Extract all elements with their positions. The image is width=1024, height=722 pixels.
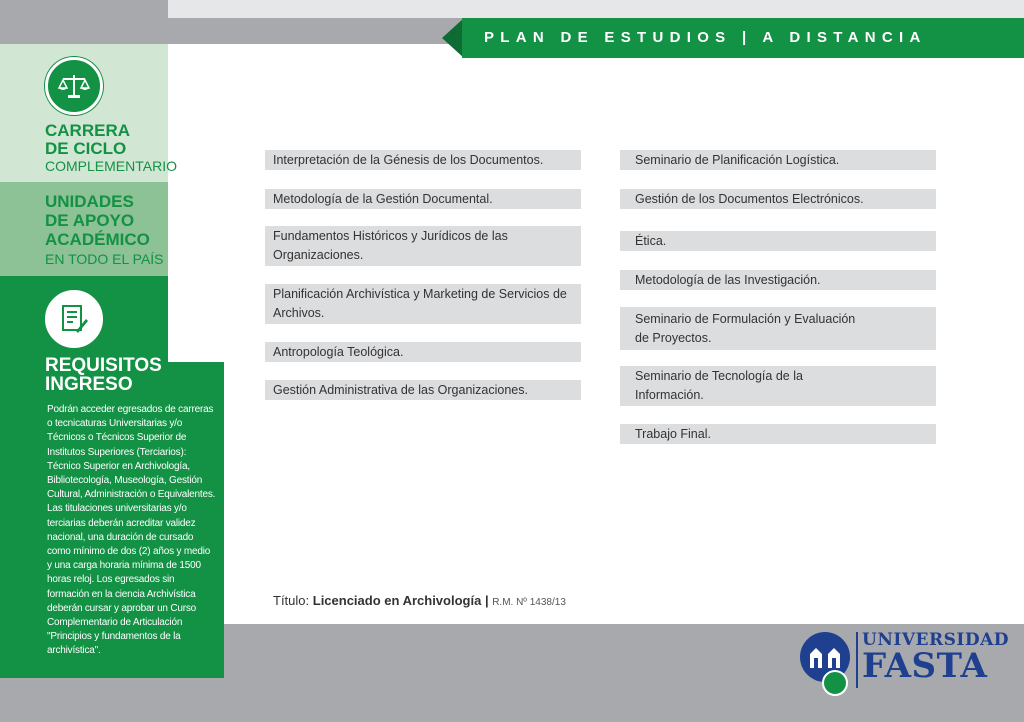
subject-item: Seminario de Tecnología de la Información.: [620, 366, 936, 406]
scales-icon: [45, 57, 103, 115]
degree-resolution: R.M. Nº 1438/13: [492, 597, 566, 608]
subject-item: Gestión Administrativa de las Organizaciones.: [265, 380, 581, 400]
subject-item: Interpretación de la Génesis de los Documentos.: [265, 150, 581, 170]
subject-item: Ética.: [620, 231, 936, 251]
degree-title-label: Título:: [273, 593, 310, 608]
carrera-line1: CARRERA: [45, 121, 130, 140]
top-light-strip: [168, 0, 1024, 18]
degree-title-separator: |: [484, 593, 489, 608]
small-scales-icon: [822, 670, 848, 696]
carrera-line3: COMPLEMENTARIO: [45, 158, 177, 174]
subject-item: Seminario de Planificación Logística.: [620, 150, 936, 170]
unidades-line4: EN TODO EL PAÍS: [45, 251, 164, 267]
requisitos-text: Podrán acceder egresados de carreras o tecnicaturas Universitarias y/o Técnicos o Técnicos Superior de Institutos Superiores (Terciarios): Técnico Superior en Archivología, Bibliotecología, Museología, Gestión Cultural, Administración o Equivalentes. Las titulaciones universitarias y/o terciarias deberán acreditar validez nacional, una duración de cursado como mínimo de dos (2) años y medio y una carga horaria mínima de 1500 horas reloj. Los egresados sin formación en la ciencia Archivística deberán cursar y aprobar un Curso Complementario de Articulación "Principios y fundamentos de la archivística".: [47, 404, 216, 657]
logo-divider: [856, 632, 858, 688]
unidades-line3: ACADÉMICO: [45, 230, 150, 249]
page-title: PLAN DE ESTUDIOS | A DISTANCIA: [484, 29, 927, 46]
degree-title: [273, 593, 566, 608]
subject-item: Gestión de los Documentos Electrónicos.: [620, 189, 936, 209]
unidades-line1: UNIDADES: [45, 192, 134, 211]
logo-text-universidad: UNIVERSIDAD: [862, 630, 1009, 650]
degree-title-value: Licenciado en Archivología: [312, 593, 482, 608]
document-pen-icon: [45, 290, 103, 348]
subject-item: Metodología de la Gestión Documental.: [265, 189, 581, 209]
carrera-line2: DE CICLO: [45, 139, 127, 158]
subject-item: Fundamentos Históricos y Jurídicos de las Organizaciones.: [265, 226, 581, 266]
unidades-line2: DE APOYO: [45, 211, 135, 230]
subject-item: Trabajo Final.: [620, 424, 936, 444]
requisitos-title-line2: INGRESO: [45, 374, 133, 395]
subject-item: Antropología Teológica.: [265, 342, 581, 362]
subject-item: Metodología de las Investigación.: [620, 270, 936, 290]
subject-item: Planificación Archivística y Marketing de Servicios de Archivos.: [265, 284, 581, 324]
logo-text-fasta: FASTA: [862, 646, 988, 686]
subject-item: Seminario de Formulación y Evaluación de Proyectos.: [620, 307, 936, 350]
requisitos-title-line1: REQUISITOS: [45, 355, 162, 376]
requisitos-title: [45, 356, 162, 394]
